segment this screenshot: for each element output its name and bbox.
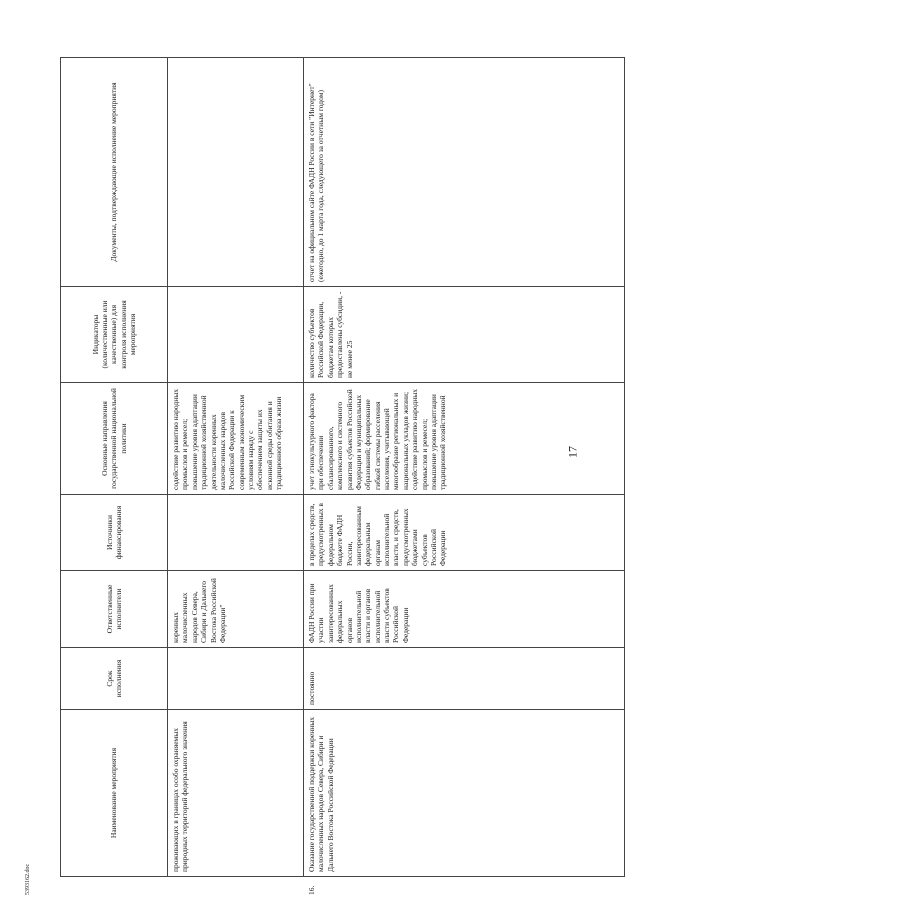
header-documents: Документы, подтверждающие исполнение мероприятия bbox=[60, 57, 167, 287]
row16-number: 16. bbox=[307, 885, 316, 895]
cont-indicators bbox=[167, 287, 303, 383]
row16-documents: отчет на официальном сайте ФАДН России в сети "Интернет" (ежегодно, до 1 марта года, следующего за отчетным годом) bbox=[303, 57, 625, 287]
row16-name-cell bbox=[303, 710, 625, 895]
header-directions: Основные направления государственной национальной политики bbox=[60, 383, 167, 495]
page-number: 17 bbox=[565, 446, 580, 458]
cont-financing bbox=[167, 495, 303, 571]
row16-indicators: количество субъектов Российской Федерации, бюджетам которых предоставлены субсидии, - не менее 25 bbox=[303, 287, 625, 383]
row16-financing: в пределах средств, предусмотренных в федеральном бюджете ФАДН России, заинтересованным федеральным органам исполнительной власти, и средств, предусмотренных бюджетами субъектов Российской Федерации bbox=[303, 495, 625, 571]
row16-deadline: постоянно bbox=[303, 648, 625, 710]
footer-filename: 5393162.doc bbox=[25, 863, 31, 895]
header-financing: Источники финансирования bbox=[60, 495, 167, 571]
row16-name: Оказание государственной поддержки коренных малочисленных народов Севера, Сибири и Дальнего Востока Российской Федерации bbox=[307, 716, 335, 872]
header-name: Наименование мероприятия bbox=[60, 710, 167, 877]
cont-directions: содействие развитию народных промыслов и ремесел; повышение уровня адаптации традиционной хозяйственной деятельности коренных малочисленных народов Российской Федерации к современным экономическим условиям наряду с обеспечением защиты их исконной среды обитания и традиционного образа жизни bbox=[167, 383, 303, 495]
table-container bbox=[60, 32, 905, 895]
header-indicators: Индикаторы (количественные или качественные) для контроля исполнения мероприятия bbox=[60, 287, 167, 383]
cont-name: проживающих в границах особо охраняемых природных территорий федерального значения bbox=[167, 710, 303, 877]
header-executors: Ответственные исполнители bbox=[60, 571, 167, 648]
row16-directions: учет этнокультурного фактора при обеспечении сбалансированного, комплексного и системного развития субъектов Российской Федерации и муниципальных образований; формирование гибкой системы расселения населения, учитывающей многообразие региональных и национальных укладов жизни; содействие развитию народных промыслов и ремесел; повышение уровня адаптации традиционной хозяйственной bbox=[303, 383, 625, 495]
cont-deadline bbox=[167, 648, 303, 710]
header-deadline: Срок исполнения bbox=[60, 648, 167, 710]
cont-documents bbox=[167, 57, 303, 287]
row16-executors: ФАДН России при участии заинтересованных федеральных органов исполнительной власти и органов исполнительной власти субъектов Российской Федерации bbox=[303, 571, 625, 648]
cont-executors: коренных малочисленных народов Севера, Сибири и Дальнего Востока Российской Федерации" bbox=[167, 571, 303, 648]
measures-table bbox=[60, 32, 625, 895]
